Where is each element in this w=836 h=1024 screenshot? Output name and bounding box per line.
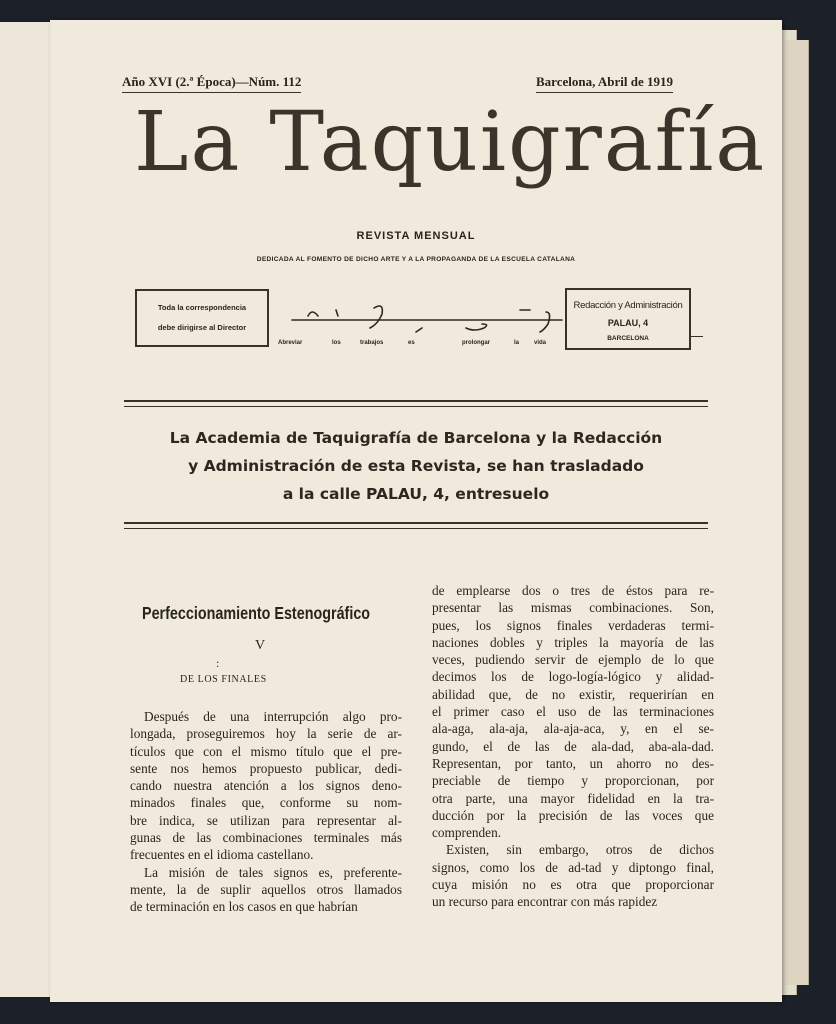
administration-line-1: Redacción y Administración [573, 300, 683, 311]
article-text-line: tículos que con el mismo título que el pre- [130, 743, 402, 759]
article-text-line: pues, los signos finales verdaderas termi- [432, 617, 714, 633]
article-title: Perfeccionamiento Estenográfico [142, 603, 371, 623]
magazine-page [50, 20, 782, 1002]
shorthand-stroke [370, 306, 382, 328]
issue-number: Año XVI (2.ª Época)—Núm. 112 [122, 74, 301, 93]
article-text-line: frecuentes en el idioma castellano. [130, 847, 314, 863]
article-text-line: presentar las mismas combinaciones. Son, [432, 600, 714, 616]
place-date: Barcelona, Abril de 1919 [536, 74, 673, 93]
notice-line-2: y Administración de esta Revista, se han trasladado [188, 457, 644, 475]
masthead-tagline: DEDICADA AL FOMENTO DE DICHO ARTE Y A LA PROPAGANDA DE LA ESCUELA CATALANA [256, 256, 576, 263]
motto-word: es [408, 340, 415, 346]
shorthand-stroke [466, 324, 487, 330]
article-section-heading: DE LOS FINALES [180, 674, 267, 685]
notice-line-3: a la calle PALAU, 4, entresuelo [282, 485, 550, 503]
article-text-line: el primer caso el uso de las terminaciones [432, 704, 714, 720]
article-text-line: sente nos hemos propuesto publicar, dedi- [130, 760, 402, 776]
correspondence-box [135, 289, 269, 347]
motto-word: Abreviar [278, 340, 303, 346]
article-text-line: comprenden. [432, 825, 502, 841]
correspondence-line-2: debe dirigirse al Director [157, 323, 247, 332]
article-text-line: Existen, sin embargo, otros de dichos [446, 842, 714, 858]
article-text-line: cando nuestra atención a los signos deno- [130, 778, 402, 794]
relocation-notice [110, 424, 722, 508]
double-rule-top [124, 400, 708, 402]
shorthand-stroke [416, 328, 422, 332]
article-text-line: gunas de las combinaciones terminales más [130, 830, 402, 846]
article-text-line: cuya misión no es otra que proporcionar [432, 877, 714, 893]
article-text-line: ala-aga, ala-aja, ala-aja-aca, y, en el se- [432, 721, 714, 737]
motto-word: la [514, 340, 520, 346]
double-rule-bottom [124, 522, 708, 524]
shorthand-motto-illustration [290, 298, 566, 344]
article-text-line: gundo, el de las de ala-dad, aba-ala-dad. [432, 738, 714, 754]
article-text-line: de terminación en los casos en que habrían [130, 899, 358, 915]
article-text-line: decimos los de logo-logía-lógico y alidad- [432, 669, 714, 685]
article-text-line: La misión de tales signos es, preferente- [144, 864, 402, 880]
box-tick [691, 336, 703, 337]
double-rule-top-thin [124, 406, 708, 407]
article-text-line: minados finales que, conforme su nom- [130, 795, 402, 811]
administration-line-3: BARCELONA [607, 335, 649, 342]
article-right-column [432, 582, 714, 911]
shorthand-stroke [308, 312, 318, 316]
article-part-number: V [255, 638, 266, 653]
article-text-line: naciones dobles y triples la mayoría de las [432, 634, 714, 650]
article-text-line: longada, proseguiremos hoy la serie de ar- [130, 726, 402, 742]
motto-word: vida [534, 340, 547, 346]
masthead-subtitle: REVISTA MENSUAL [356, 230, 476, 242]
article-text-line: preciable de tiempo y proporcionan, por [432, 773, 714, 789]
article-text-line: Después de una interrupción algo pro- [144, 709, 402, 724]
article-text-line: bre indica, se utilizan para representar al- [130, 812, 402, 828]
article-text-line: de emplearse dos o tres de éstos para re- [432, 583, 714, 598]
administration-line-2: PALAU, 4 [607, 318, 649, 328]
article-text-line: veces, pudiendo servir de ejemplo de lo que [432, 652, 714, 668]
shorthand-stroke [540, 312, 550, 332]
underlying-page-edge-2 [786, 40, 809, 985]
article-text-line: un recurso para encontrar con más rapidez [432, 894, 658, 910]
shorthand-stroke [336, 310, 338, 316]
notice-line-1: La Academia de Taquigrafía de Barcelona y la Redacción [169, 429, 663, 447]
article-text-line: abilidad que, de no existir, requerirían en [432, 686, 714, 702]
article-text-line: ducción por la precisión de las voces que [432, 807, 714, 823]
motto-word: los [332, 340, 341, 346]
article-text-line: signos, como los de ad-tad y diptongo final, [432, 859, 714, 875]
double-rule-bottom-thin [124, 528, 708, 529]
administration-box [565, 288, 691, 350]
article-mark: : [216, 656, 220, 670]
correspondence-line-1: Toda la correspondencia [157, 303, 247, 312]
article-text-line: mente, la de suplir aquellos otros llamados [130, 881, 402, 897]
article-text-line: Representan, por tanto, un ahorro no des- [432, 755, 714, 771]
article-left-column [130, 708, 402, 916]
motto-word: prolongar [462, 340, 490, 346]
masthead-title: La Taquigrafía [134, 95, 767, 190]
article-text-line: otra parte, una mayor fidelidad en la tra- [432, 790, 714, 806]
motto-word: trabajos [360, 340, 384, 346]
